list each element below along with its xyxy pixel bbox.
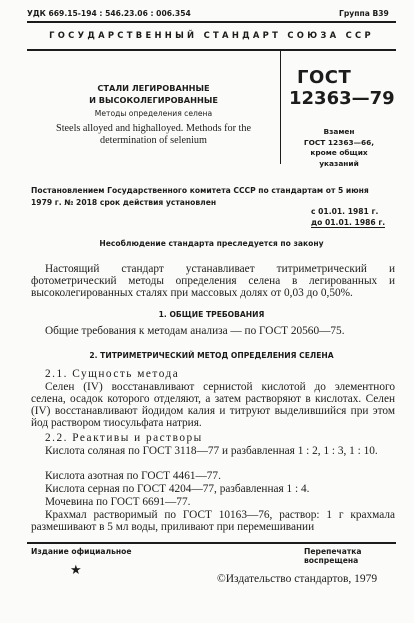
clause-2-2-title: 2.2. Реактивы и растворы [45,432,203,444]
replaces-line1: Взамен [323,127,355,136]
reagent-item: Крахмал растворимый по ГОСТ 10163—76, раствор: 1 г крахмала размешивают в 5 мл воды, приливают при перемешивании [31,509,395,534]
decree [31,185,395,208]
official-edition: Издание официальное [31,547,132,556]
publisher-copyright: ©Издательство стандартов, 1979 [217,573,378,585]
reagent-item: Кислота серная по ГОСТ 4204—77, разбавленная 1 : 4. [45,483,310,495]
gost-number: 12363—79 [289,88,395,109]
reagent-item: Кислота азотная по ГОСТ 4461—77. [45,470,221,482]
section1-heading: 1. ОБЩИЕ ТРЕБОВАНИЯ [158,310,265,319]
title-en-line1: Steels alloyed and highalloyed. Methods for the [56,123,251,134]
section2-heading: 2. ТИТРИМЕТРИЧЕСКИЙ МЕТОД ОПРЕДЕЛЕНИЯ СЕЛЕНА [89,351,334,360]
decree-line2: 1979 г. № 2018 срок действия установлен [31,197,217,207]
standard-banner: ГОСУДАРСТВЕННЫЙ СТАНДАРТ СОЮЗА ССР [49,30,374,40]
replaces-line4: указаний [319,158,359,168]
title-ru-line1: СТАЛИ ЛЕГИРОВАННЫЕ [97,83,210,93]
title-block-left [27,51,281,164]
intro-paragraph: Настоящий стандарт устанавливает титриметрический и фотометрический методы определения селена в легированных и высоколегированных сталях при массовых долях от 0,03 до 0,50%. [31,263,395,300]
section1-text: Общие требования к методам анализа — по ГОСТ 20560—75. [45,325,345,337]
group-code: Группа В39 [339,9,389,18]
reagent-item: Кислота соляная по ГОСТ 3118—77 и разбавленная 1 : 2, 1 : 3, 1 : 10. [45,445,378,457]
reagent-item: Мочевина по ГОСТ 6691—77. [45,496,191,508]
gost-label: ГОСТ [297,67,352,88]
warning-text: Несоблюдение стандарта преследуется по закону [99,239,324,248]
decree-date-to: до 01.01. 1986 г. [311,218,386,227]
title-subtitle-ru: Методы определения селена [94,109,213,118]
replaces-note [300,127,378,169]
replaces-line3: кроме общих [310,148,368,158]
header-rule-top [27,21,396,23]
footer-rule [27,542,396,544]
udk-code: УДК 669.15-194 : 546.23.06 : 006.354 [27,9,191,18]
decree-line1: Постановлением Государственного комитета СССР по стандартам от 5 июня [31,186,369,195]
replaces-line2: ГОСТ 12363—66, [303,137,375,147]
clause-2-1-title: 2.1. Сущность метода [45,368,180,380]
title-en-line2: determination of selenium [100,135,207,146]
reprint-notice: Перепечатка воспрещена [304,547,362,565]
decree-date-from: с 01.01. 1981 г. [311,207,379,216]
star-icon: ★ [70,563,82,578]
clause-2-1-text: Селен (IV) восстанавливают сернистой кислотой до элементного селена, осадок которого отделяют, а затем растворяют в кислотах. Селен (IV) восстанавливают йодидом калия и титруют выделившийся при этом йод раствором тиосульфата натрия. [31,381,395,430]
title-ru-line2: И ВЫСОКОЛЕГИРОВАННЫЕ [89,95,218,105]
